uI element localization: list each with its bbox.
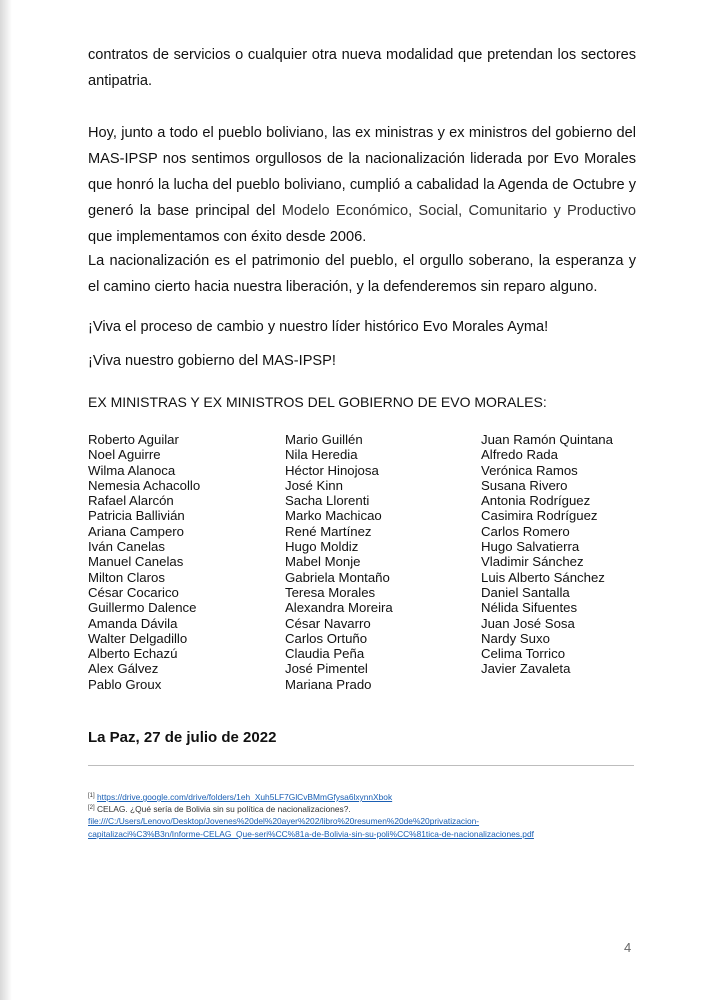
- signatory-name: Roberto Aguilar: [88, 432, 179, 447]
- signatory-name: Alfredo Rada: [481, 447, 558, 463]
- signatory-name: Celima Torrico: [481, 646, 566, 662]
- signatory-name: Alexandra Moreira: [285, 600, 393, 616]
- signatory-name: René Martínez: [285, 523, 372, 539]
- signatory-name: Luis Alberto Sánchez: [481, 569, 605, 585]
- footnote-2: [88, 803, 648, 815]
- signatory-name: Claudia Peña: [285, 646, 365, 662]
- signatory-name: Hugo Moldiz: [285, 539, 359, 555]
- signatory-name: César Cocarico: [88, 584, 179, 600]
- file-path-link-part-1[interactable]: file:///C:/Users/Lenovo/Desktop/Jovenes%20del%20ayer%202/libro%20resumen%20de%20privatizacion-: [88, 816, 480, 827]
- signatory-name: Alex Gálvez: [88, 661, 159, 677]
- signatory-name: Marko Machicao: [285, 508, 382, 524]
- signatories-column-1: [88, 432, 200, 692]
- footnote-marker: [2]: [88, 805, 95, 812]
- signatory-name: Walter Delgadillo: [88, 630, 188, 646]
- signatory-name: Pablo Groux: [88, 676, 162, 692]
- footnote-divider: [88, 765, 634, 766]
- signatory-name: Nemesia Achacollo: [88, 477, 201, 493]
- signatory-name: Manuel Canelas: [88, 554, 184, 570]
- paragraph-contracts: contratos de servicios o cualquier otra nueva modalidad que pretendan los sectores antipatria.: [88, 47, 636, 89]
- signatory-name: Iván Canelas: [88, 539, 165, 555]
- file-path-link-part-2[interactable]: capitalizaci%C3%B3n/Informe-CELAG_Que-seri%CC%81a-de-Bolivia-sin-su-poli%CC%81tica-de-nacionalizaciones.pdf: [88, 828, 534, 839]
- signatory-name: Javier Zavaleta: [481, 661, 571, 677]
- page-edge-shadow: [0, 0, 12, 1000]
- signatory-name: Nila Heredia: [285, 447, 358, 463]
- signatories-column-3: [481, 432, 613, 677]
- signatory-name: Gabriela Montaño: [285, 569, 390, 585]
- economic-model-phrase: Modelo Económico, Social, Comunitario y Productivo: [281, 203, 636, 219]
- signatory-name: Vladimir Sánchez: [481, 554, 584, 570]
- paragraph-nationalization-pride: [88, 120, 636, 250]
- signatory-name: Verónica Ramos: [481, 462, 578, 478]
- drive-folder-link[interactable]: https://drive.google.com/drive/folders/1eh_Xuh5LF7GlCvBMmGfysa6lxynnXbok: [97, 792, 393, 802]
- signatory-name: Mabel Monje: [285, 554, 361, 570]
- paragraph-text-start: Hoy, junto a todo el pueblo boliviano, las ex ministras y ex ministros del gobierno del MAS-IPSP nos sentimos orgullosos de la nacionalización liderada por Evo Morales que honró la lucha del pueblo boliviano, cumplió a cabalidad la Agenda de Octubre y generó la base principal del: [88, 125, 636, 219]
- signatory-name: Noel Aguirre: [88, 447, 161, 463]
- signatory-name: Sacha Llorenti: [285, 493, 370, 509]
- paragraph-patrimony: La nacionalización es el patrimonio del pueblo, el orgullo soberano, la esperanza y el camino cierto hacia nuestra liberación, y la defenderemos sin reparo alguno.: [88, 253, 636, 295]
- signatory-name: Carlos Ortuño: [285, 630, 368, 646]
- footnotes: [88, 791, 648, 840]
- signatories-heading: EX MINISTRAS Y EX MINISTROS DEL GOBIERNO DE EVO MORALES:: [88, 394, 547, 410]
- date-line: La Paz, 27 de julio de 2022: [88, 729, 277, 746]
- signatory-name: Nélida Sifuentes: [481, 600, 578, 616]
- footnote-marker: [1]: [88, 793, 95, 799]
- signatory-name: José Kinn: [285, 477, 343, 493]
- signatory-name: Mario Guillén: [285, 432, 363, 447]
- slogan-mas-ipsp: ¡Viva nuestro gobierno del MAS-IPSP!: [88, 353, 336, 369]
- signatory-name: Daniel Santalla: [481, 584, 570, 600]
- signatory-name: Alberto Echazú: [88, 646, 178, 662]
- signatory-name: Juan Ramón Quintana: [481, 432, 613, 447]
- footnote-2-path-cont: [88, 828, 648, 840]
- signatory-name: César Navarro: [285, 615, 371, 631]
- signatory-name: Casimira Rodríguez: [481, 508, 598, 524]
- signatory-name: Héctor Hinojosa: [285, 462, 379, 478]
- footnote-citation: CELAG. ¿Qué sería de Bolivia sin su política de nacionalizaciones?.: [97, 804, 351, 815]
- paragraph-text-end: que implementamos con éxito desde 2006.: [88, 229, 367, 245]
- signatory-name: Nardy Suxo: [481, 630, 550, 646]
- signatory-name: Juan José Sosa: [481, 615, 575, 631]
- signatory-name: Rafael Alarcón: [88, 493, 174, 509]
- signatory-name: Amanda Dávila: [88, 615, 178, 631]
- signatory-name: Antonia Rodríguez: [481, 493, 591, 509]
- signatory-name: Milton Claros: [88, 569, 165, 585]
- signatory-name: Patricia Ballivián: [88, 508, 185, 524]
- signatory-name: Guillermo Dalence: [88, 600, 197, 616]
- page-number: 4: [624, 940, 632, 955]
- signatory-name: Ariana Campero: [88, 523, 185, 539]
- signatory-name: Susana Rivero: [481, 477, 568, 493]
- signatory-name: Wilma Alanoca: [88, 462, 176, 478]
- footnote-2-path: [88, 815, 648, 827]
- signatory-name: José Pimentel: [285, 661, 368, 677]
- slogan-process-of-change: ¡Viva el proceso de cambio y nuestro líder histórico Evo Morales Ayma!: [88, 319, 549, 335]
- signatory-name: Teresa Morales: [285, 584, 376, 600]
- footnote-1: [88, 791, 648, 803]
- signatory-name: Hugo Salvatierra: [481, 539, 580, 555]
- signatories-column-2: [285, 432, 393, 692]
- signatory-name: Carlos Romero: [481, 523, 570, 539]
- signatory-name: Mariana Prado: [285, 676, 372, 692]
